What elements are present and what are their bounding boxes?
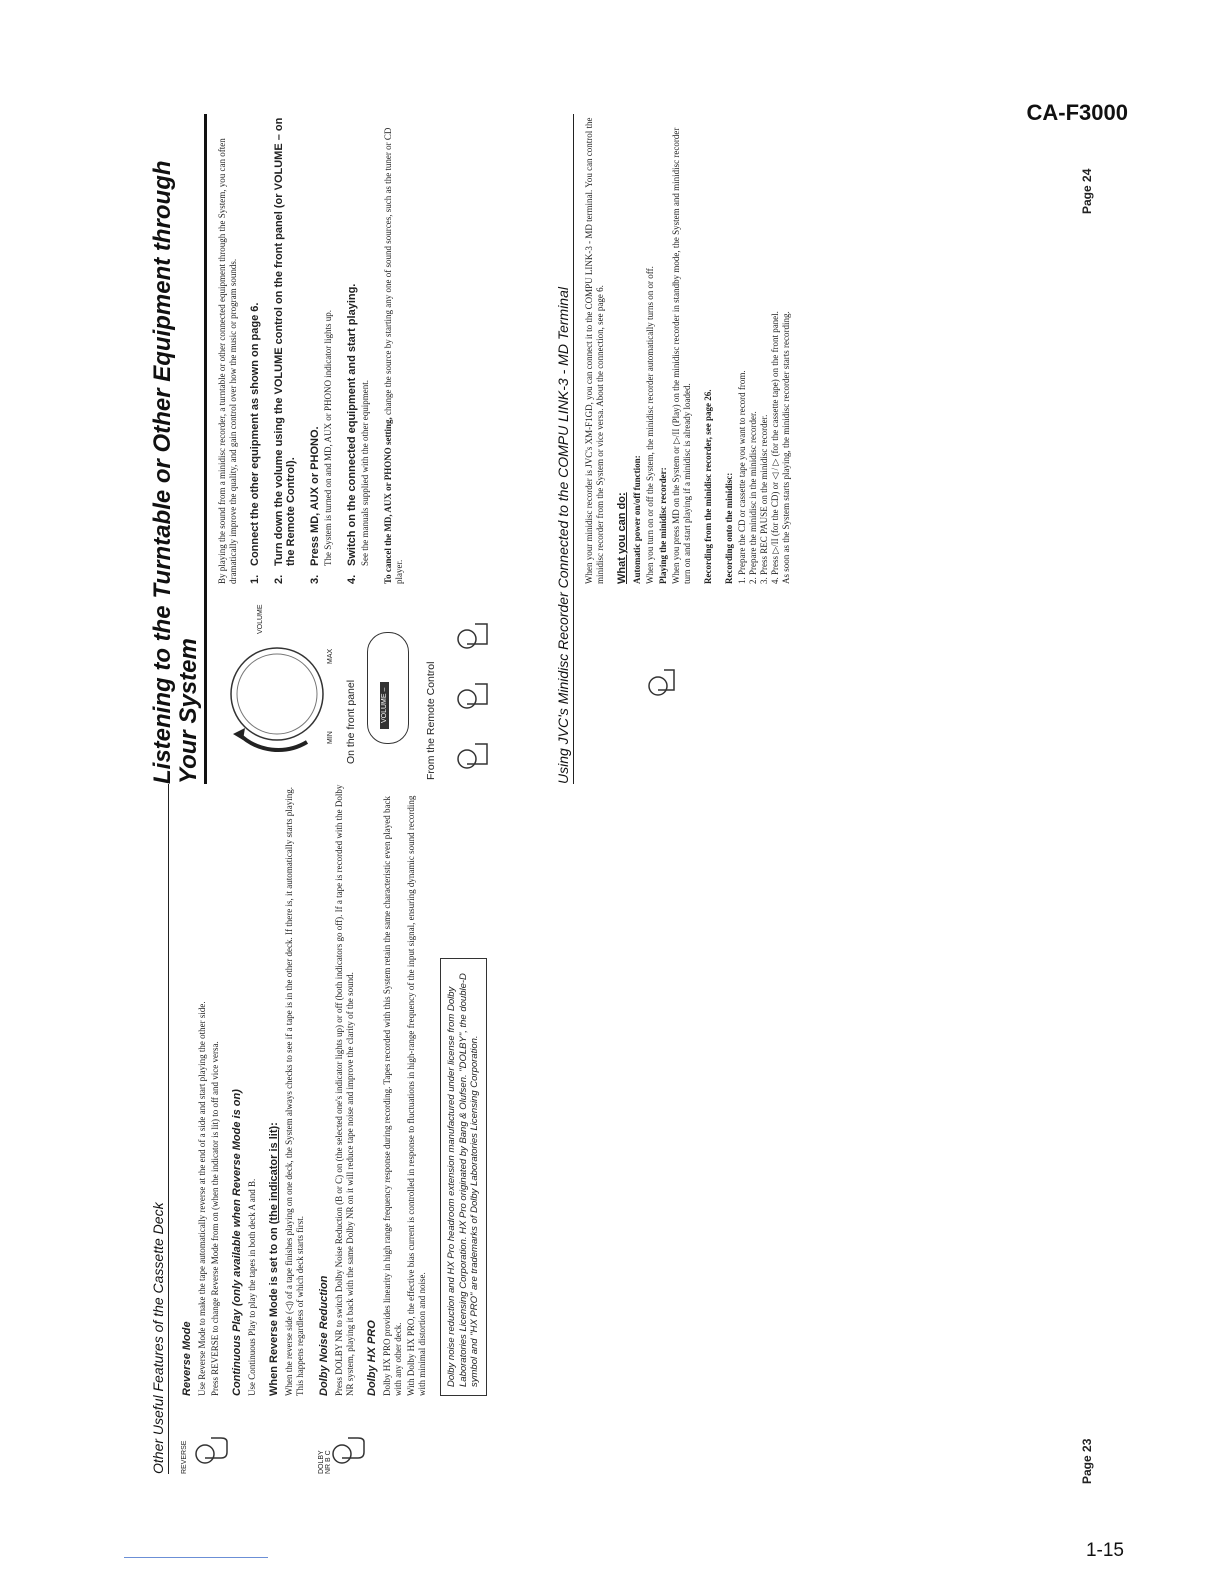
remote-volume-button: VOLUME – [380,682,389,729]
step-item: 4. Switch on the connected equipment and start playing. See the manuals supplied with the other equipment. [346,283,370,584]
steps-list [249,114,373,584]
when-reverse-p1: When the reverse side (◁) of a tape finishes playing on one deck, the System always checks to see if a tape is in the other deck. If there is, it automatically starts playing. This happens regardless of which deck starts first. [284,787,305,1396]
cancel-text: To cancel the MD, AUX or PHONO setting, change the source by starting any one of sound sources, such as the tuner or CD player. [383,127,404,584]
hand-press-icon [191,1432,231,1472]
reverse-mode-p1: Use Reverse Mode to make the tape automatically reverse at the end of a side and start playing the other side. [197,1001,207,1396]
intro-text: By playing the sound from a minidisc recorder, a turntable or other connected equipment through the System, you can often dramatically improve the quality, and gain control over how the music or program sounds. [217,138,238,584]
left-page [150,784,650,1474]
dolby-block [318,784,430,1474]
volume-knob-icon [217,634,337,754]
front-panel-caption: On the front panel [345,679,357,764]
recording-step: 4. Press ▷/II (for the CD) or ◁ / ▷ (for the cassette tape) on the front panel. [770,311,780,584]
dolby-label: DOLBY NR B C [318,1450,332,1474]
section-title: Other Useful Features of the Cassette Deck [150,784,169,1474]
right-page [150,114,880,784]
recording-from-heading: Recording from the minidisc recorder, see page 26. [703,389,713,584]
dolby-hx-p1: Dolby HX PRO provides linearity in high range frequency response during recording. Tapes recorded with this System retain the same characteristic even played back with any other deck. [382,795,403,1396]
hand-press-icon [644,664,684,704]
model-header: CA-F3000 [1026,100,1128,125]
recording-steps [737,114,781,584]
md-icon-column [584,584,794,784]
step-item: 2. Turn down the volume using the VOLUME control on the front panel (or VOLUME – on the Remote Control). [273,117,297,584]
step-item: 3. Press MD, AUX or PHONO. The System is turned on and MD, AUX or PHONO indicator lights up. [309,310,333,584]
recording-step: 3. Press REC PAUSE on the minidisc recorder. [759,414,769,584]
page-number: 1-15 [1085,1540,1124,1561]
min-label: MIN [327,731,334,744]
recording-end: As soon as the System starts playing, the minidisc recorder starts recording. [781,311,791,584]
max-label: MAX [327,648,334,664]
dolby-nr-p1: Press DOLBY NR to switch Dolby Noise Reduction (B or C) on (the selected one's indicator lights up) or off (both indicators go off). If a tape is recorded with the Dolby NR system, playing it back with the same Dolby NR on it will reduce tape noise and improve the clarity of the sound. [334,784,355,1396]
reverse-mode-p2: Press REVERSE to change Reverse Mode from on (when the indicator is lit) to off and vice versa. [210,1041,220,1396]
reverse-label: REVERSE [181,1440,188,1474]
remote-caption: From the Remote Control [425,661,437,780]
recording-onto-heading: Recording onto the minidisc: [724,472,734,584]
playing-text: When you press MD on the System or ▷/II (Play) on the minidisc recorder in standby mode, the System and minidisc recorder turn on and start playing if a minidisc is already loaded. [671,127,692,584]
dolby-hx-p2: With Dolby HX PRO, the effective bias current is controlled in response to fluctuations in high-range frequency of the input signal, ensuring dynamic sound recording with minimal distortion and noise. [406,795,427,1396]
recording-step: 2. Prepare the minidisc in the minidisc recorder. [748,411,758,584]
volume-label: VOLUME [257,604,264,634]
instructions-column [217,114,547,584]
continuous-play-heading: Continuous Play (only available when Reverse Mode is on) [231,1089,243,1396]
recording-step: 1. Prepare the CD or cassette tape you want to record from. [737,370,747,584]
continuous-play-p1: Use Continuous Play to play the tapes in both deck A and B. [247,1178,257,1396]
hand-press-icons [447,594,507,784]
main-title: Listening to the Turntable or Other Equipment through Your System [150,114,207,784]
md-intro: When your minidisc recorder is JVC's XM-F1GD, you can connect it to the COMPU LINK-3 - MD terminal. You can control the minidisc recorder from the System or vice versa. About the connection, see page 6. [584,117,605,584]
side-label-left: Page 23 [1080,1438,1094,1484]
playing-heading: Playing the minidisc recorder: [658,467,668,584]
side-label-right: Page 24 [1080,168,1094,214]
remote-button-outline [367,632,409,744]
license-box: Dolby noise reduction and HX Pro headroom extension manufactured under license from Dolby Laboratories Licensing Corporation. HX Pro originated by Bang & Olufsen. "DOLBY", the double-D symbol and "HX PRO" are trademarks of Dolby Laboratories Licensing Corporation. [440,958,487,1396]
dolby-hx-heading: Dolby HX PRO [366,1320,378,1396]
md-subtitle: Using JVC's Minidisc Recorder Connected to the COMPU LINK-3 - MD Terminal [555,114,574,784]
when-reverse-heading: When Reverse Mode is set to on (the indicator is lit): [268,1122,280,1396]
step-item: 1. Connect the other equipment as shown on page 6. [249,302,261,584]
illustration-column [217,584,547,784]
what-you-can-do: What you can do: [616,492,628,584]
reverse-mode-heading: Reverse Mode [181,1321,193,1396]
md-text-column [584,114,794,584]
reverse-mode-block [181,784,308,1474]
hand-press-icon [328,1432,368,1472]
auto-power-text: When you turn on or off the System, the minidisc recorder automatically turns on or off. [645,266,655,584]
dolby-nr-heading: Dolby Noise Reduction [318,1275,330,1396]
auto-power-heading: Automatic power on/off function: [632,455,642,584]
